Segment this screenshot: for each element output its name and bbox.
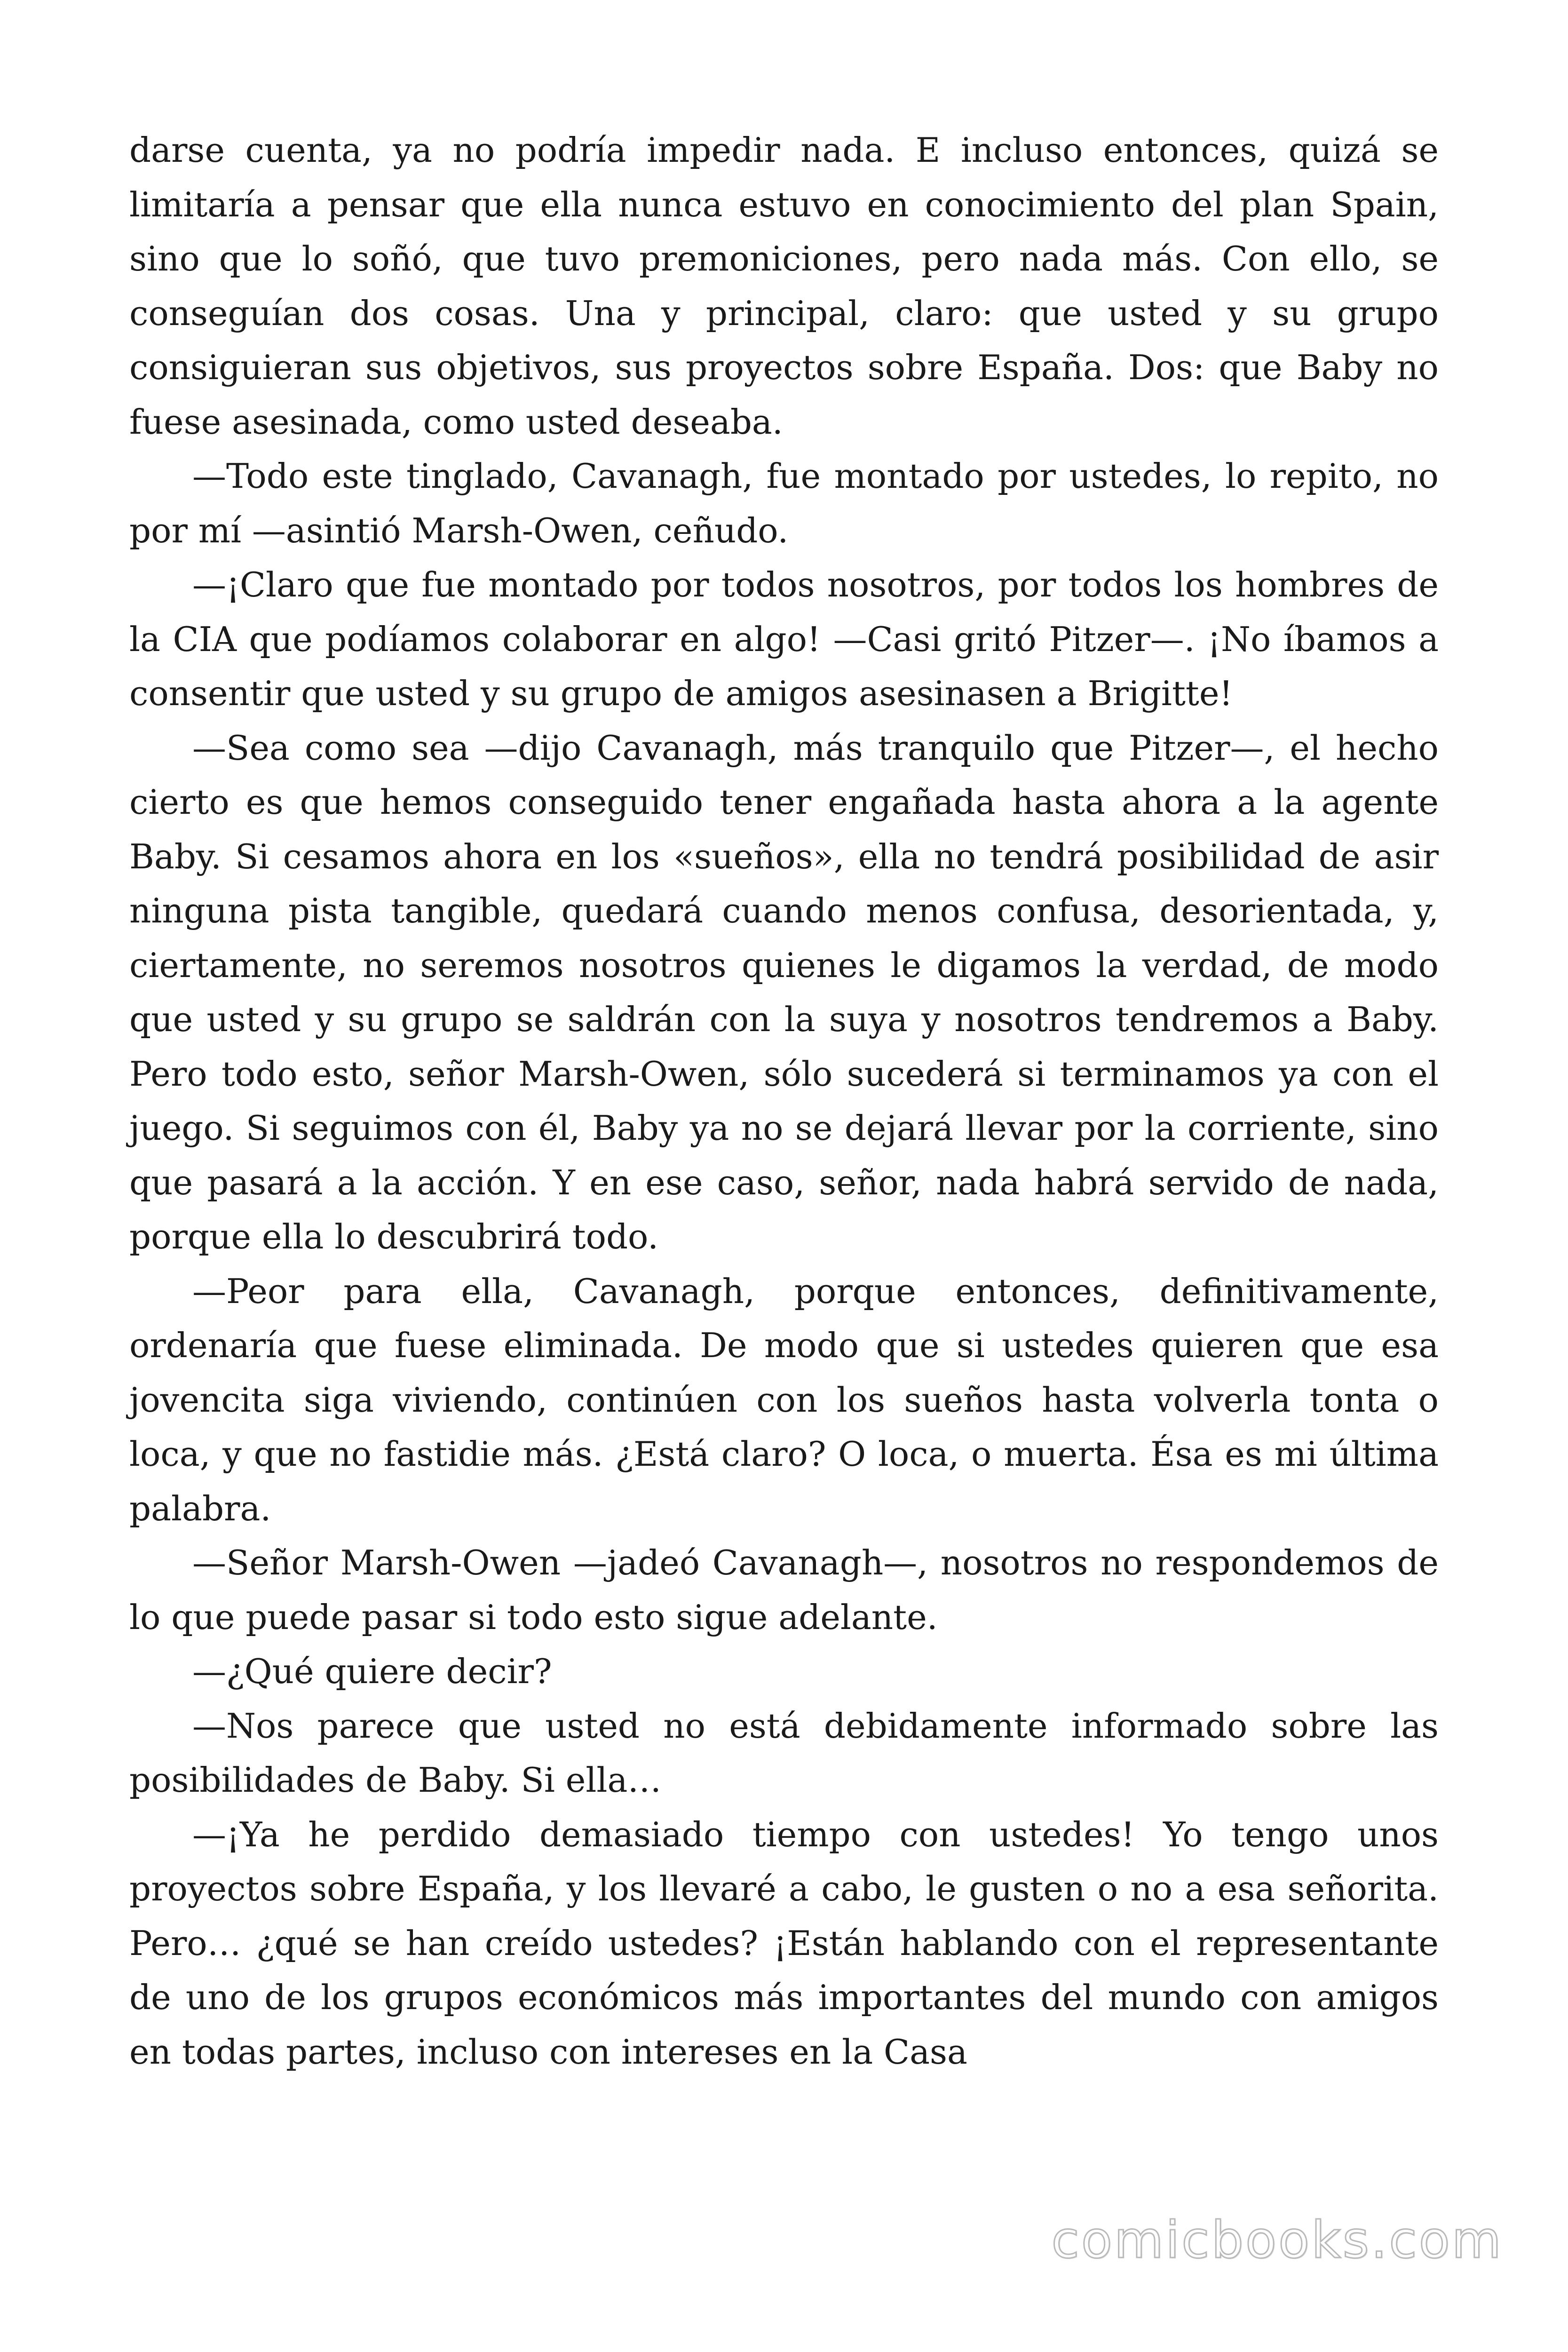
page-body bbox=[129, 123, 1439, 2079]
paragraph-9: —¡Ya he perdido demasiado tiempo con ustedes! Yo tengo unos proyectos sobre España, y los llevaré a cabo, le gusten o no a esa señorita. Pero… ¿qué se han creído ustedes? ¡Están hablando con el representante de uno de los grupos económicos más importantes del mundo con amigos en todas partes, incluso con intereses en la Casa bbox=[129, 1814, 1439, 2072]
paragraph-4: —Sea como sea —dijo Cavanagh, más tranquilo que Pitzer—, el hecho cierto es que hemos conseguido tener engañada hasta ahora a la agente Baby. Si cesamos ahora en los «sueños», ella no tendrá posibilidad de asir ninguna pista tangible, quedará cuando menos confusa, desorientada, y, ciertamente, no seremos nosotros quienes le digamos la verdad, de modo que usted y su grupo se saldrán con la suya y nosotros tendremos a Baby. Pero todo esto, señor Marsh-Owen, sólo sucederá si terminamos ya con el juego. Si seguimos con él, Baby ya no se dejará llevar por la corriente, sino que pasará a la acción. Y en ese caso, señor, nada habrá servido de nada, porque ella lo descubrirá todo. bbox=[129, 728, 1439, 1256]
paragraph-2: —Todo este tinglado, Cavanagh, fue montado por ustedes, lo repito, no por mí —asintió Marsh-Owen, ceñudo. bbox=[129, 456, 1439, 550]
paragraph-5: —Peor para ella, Cavanagh, porque entonces, definitivamente, ordenaría que fuese eliminada. De modo que si ustedes quieren que esa jovencita siga viviendo, continúen con los sueños hasta volverla tonta o loca, y que no fastidie más. ¿Está claro? O loca, o muerta. Ésa es mi última palabra. bbox=[129, 1271, 1439, 1528]
paragraph-3: —¡Claro que fue montado por todos nosotros, por todos los hombres de la CIA que podíamos colaborar en algo! —Casi gritó Pitzer—. ¡No íbamos a consentir que usted y su grupo de amigos asesinasen a Brigitte! bbox=[129, 565, 1439, 713]
paragraph-8: —Nos parece que usted no está debidamente informado sobre las posibilidades de Baby. Si ella… bbox=[129, 1706, 1439, 1800]
watermark-text: comicbooks.com bbox=[1051, 2211, 1503, 2270]
paragraph-1: darse cuenta, ya no podría impedir nada. E incluso entonces, quizá se limitaría a pensar que ella nunca estuvo en conocimiento del plan Spain, sino que lo soñó, que tuvo premoniciones, pero nada más. Con ello, se conseguían dos cosas. Una y principal, claro: que usted y su grupo consiguieran sus objetivos, sus proyectos sobre España. Dos: que Baby no fuese asesinada, como usted deseaba. bbox=[129, 130, 1439, 442]
paragraph-7: —¿Qué quiere decir? bbox=[192, 1652, 552, 1691]
paragraph-6: —Señor Marsh-Owen —jadeó Cavanagh—, nosotros no respondemos de lo que puede pasar si todo esto sigue adelante. bbox=[129, 1543, 1439, 1637]
